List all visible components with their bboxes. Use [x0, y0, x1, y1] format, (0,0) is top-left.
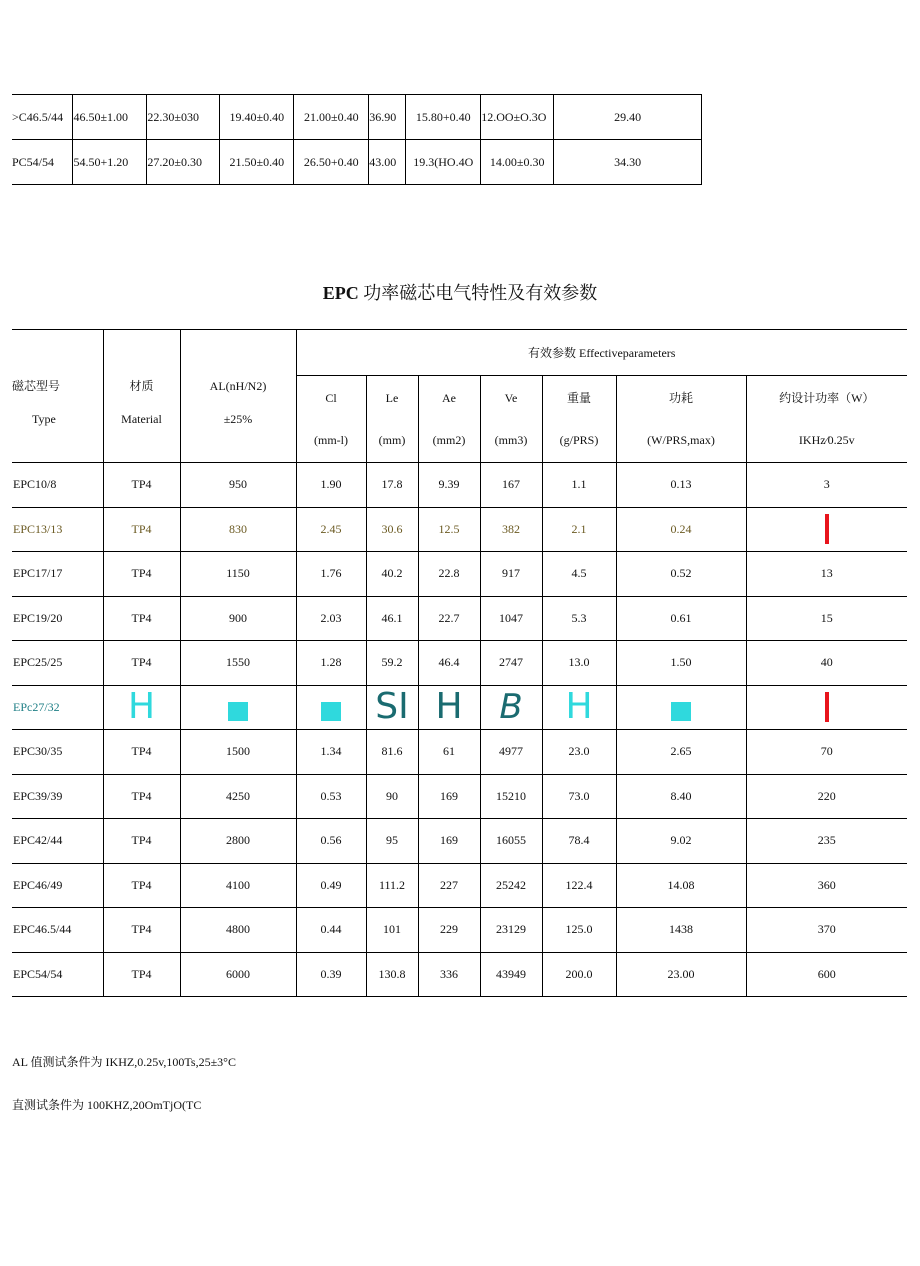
table-row: [12, 952, 907, 997]
table-cell: 0.52: [616, 552, 746, 597]
table-cell: 40.2: [366, 552, 418, 597]
table-cell: 46.1: [366, 596, 418, 641]
glyph-square: [321, 702, 341, 721]
table-cell: >C46.5/44: [12, 95, 73, 140]
table-cell: [103, 685, 180, 730]
table-cell: TP4: [103, 863, 180, 908]
table-cell: 1500: [180, 730, 296, 775]
table-cell: 23129: [480, 908, 542, 953]
table-row: [12, 552, 907, 597]
table-cell: 26.50+0.40: [294, 140, 369, 185]
header-material-zh: 材质: [129, 379, 154, 393]
table-cell: 2.1: [542, 507, 616, 552]
header-col-3: [480, 376, 542, 463]
header-col-unit: (mm-l): [314, 433, 348, 447]
table-cell: 227: [418, 863, 480, 908]
table-cell: 336: [418, 952, 480, 997]
table-cell: [180, 685, 296, 730]
table-row: [12, 730, 907, 775]
glyph-text: SI: [375, 686, 409, 728]
table-cell: 27.20±0.30: [147, 140, 220, 185]
header-col-unit: (W/PRS,max): [647, 433, 715, 447]
table-cell: EPC54/54: [12, 952, 103, 997]
glyph-square: [671, 702, 691, 721]
table-cell: 382: [480, 507, 542, 552]
table-cell: 2.03: [296, 596, 366, 641]
table-cell: 54.50+1.20: [73, 140, 147, 185]
table-cell: 15.80+0.40: [406, 95, 481, 140]
table-cell: 43949: [480, 952, 542, 997]
table-cell: 900: [180, 596, 296, 641]
table-cell: 1.50: [616, 641, 746, 686]
table-cell: 0.49: [296, 863, 366, 908]
header-al: [180, 330, 296, 463]
header-col-name: Ve: [504, 391, 518, 405]
header-type-en: Type: [32, 412, 56, 426]
table-cell: EPC42/44: [12, 819, 103, 864]
header-col-0: [296, 376, 366, 463]
table-cell: 1550: [180, 641, 296, 686]
table-cell: 1150: [180, 552, 296, 597]
table-cell: 15210: [480, 774, 542, 819]
table-cell: 12.OO±O.3O: [481, 95, 554, 140]
table-row: [12, 596, 907, 641]
header-col-unit: (g/PRS): [559, 433, 599, 447]
note-test-condition: 直测试条件为 100KHZ,20OmTjO(TC: [12, 1098, 202, 1112]
header-material: [103, 330, 180, 463]
table-cell: EPC39/39: [12, 774, 103, 819]
table-cell: [746, 507, 907, 552]
table-cell: [480, 685, 542, 730]
table-cell: 59.2: [366, 641, 418, 686]
table-row: [12, 95, 702, 140]
red-bar-mark: [825, 692, 829, 722]
table-cell: 73.0: [542, 774, 616, 819]
table-cell: TP4: [103, 507, 180, 552]
table-row: [12, 774, 907, 819]
table-row: [12, 641, 907, 686]
header-col-6: [746, 376, 907, 463]
table-cell: 6000: [180, 952, 296, 997]
table-cell: 14.00±0.30: [481, 140, 554, 185]
header-col-1: [366, 376, 418, 463]
table-cell: 4977: [480, 730, 542, 775]
table-cell: 0.53: [296, 774, 366, 819]
table-cell: 1.1: [542, 463, 616, 508]
table-cell: 229: [418, 908, 480, 953]
table-cell: EPC17/17: [12, 552, 103, 597]
header-col-name: Ae: [442, 391, 456, 405]
table-cell: 40: [746, 641, 907, 686]
table-cell: 90: [366, 774, 418, 819]
top-dimension-table: [12, 94, 702, 185]
table-row: [12, 140, 702, 185]
table-cell: 17.8: [366, 463, 418, 508]
table-cell: EPC46/49: [12, 863, 103, 908]
table-cell: 12.5: [418, 507, 480, 552]
table-cell: TP4: [103, 552, 180, 597]
table-cell: 125.0: [542, 908, 616, 953]
table-cell: EPC30/35: [12, 730, 103, 775]
table-cell: 0.13: [616, 463, 746, 508]
table-cell: 19.40±0.40: [220, 95, 294, 140]
header-col-2: [418, 376, 480, 463]
header-material-en: Material: [121, 412, 162, 426]
table-cell: [746, 685, 907, 730]
table-cell: 1438: [616, 908, 746, 953]
table-cell: TP4: [103, 463, 180, 508]
table-cell: TP4: [103, 596, 180, 641]
table-cell: 14.08: [616, 863, 746, 908]
table-cell: 4250: [180, 774, 296, 819]
epc-parameters-table: [12, 329, 907, 997]
table-cell: 8.40: [616, 774, 746, 819]
header-col-5: [616, 376, 746, 463]
table-cell: EPC19/20: [12, 596, 103, 641]
header-col-name: Le: [385, 391, 399, 405]
header-col-unit: IKHz∕0.25v: [798, 433, 855, 447]
table-cell: 13.0: [542, 641, 616, 686]
table-cell: 9.02: [616, 819, 746, 864]
table-cell: EPC13/13: [12, 507, 103, 552]
header-col-unit: (mm2): [432, 433, 466, 447]
table-cell: 0.24: [616, 507, 746, 552]
table-cell: 370: [746, 908, 907, 953]
header-col-name: 重量: [566, 391, 591, 405]
table-cell: 43.00: [369, 140, 406, 185]
table-cell: 21.50±0.40: [220, 140, 294, 185]
table-cell: 1047: [480, 596, 542, 641]
header-al-label: AL(nH/N2): [209, 379, 267, 393]
note-al-condition: AL 值测试条件为 IKHZ,0.25v,100Ts,25±3°C: [12, 1055, 236, 1069]
table-cell: 81.6: [366, 730, 418, 775]
table-cell: 2.65: [616, 730, 746, 775]
glyph-text: B: [499, 687, 523, 728]
header-col-4: [542, 376, 616, 463]
header-effective: 有效参数 Effectiveparameters: [296, 330, 907, 376]
table-cell: 22.8: [418, 552, 480, 597]
table-cell: TP4: [103, 641, 180, 686]
table-cell: TP4: [103, 819, 180, 864]
table-cell: 70: [746, 730, 907, 775]
table-cell: 16055: [480, 819, 542, 864]
table-cell: 21.00±0.40: [294, 95, 369, 140]
header-col-unit: (mm): [378, 433, 406, 447]
table-row: [12, 685, 907, 730]
table-cell: 19.3(HO.4O: [406, 140, 481, 185]
table-cell: 169: [418, 774, 480, 819]
table-cell: 1.76: [296, 552, 366, 597]
table-cell: 5.3: [542, 596, 616, 641]
table-cell: PC54/54: [12, 140, 73, 185]
table-cell: 360: [746, 863, 907, 908]
table-cell: 34.30: [554, 140, 702, 185]
table-row: [12, 819, 907, 864]
table-cell: 22.7: [418, 596, 480, 641]
table-cell: 0.44: [296, 908, 366, 953]
table-cell: [616, 685, 746, 730]
table-cell: TP4: [103, 952, 180, 997]
table-cell: 2747: [480, 641, 542, 686]
red-bar-mark: [825, 514, 829, 544]
table-cell: 0.56: [296, 819, 366, 864]
table-cell: 1.34: [296, 730, 366, 775]
title-rest: 功率磁芯电气特性及有效参数: [358, 283, 598, 303]
table-cell: [366, 685, 418, 730]
table-cell: 95: [366, 819, 418, 864]
table-cell: 9.39: [418, 463, 480, 508]
header-col-name: Cl: [325, 391, 337, 405]
table-cell: 917: [480, 552, 542, 597]
glyph-text: H: [565, 686, 593, 728]
table-cell: 46.4: [418, 641, 480, 686]
table-cell: [418, 685, 480, 730]
table-row: [12, 908, 907, 953]
header-col-name: 功耗: [668, 391, 693, 405]
table-cell: 200.0: [542, 952, 616, 997]
header-col-unit: (mm3): [494, 433, 528, 447]
table-cell: 30.6: [366, 507, 418, 552]
header-type: [12, 330, 103, 463]
header-col-name: 约设计功率（W）: [779, 391, 875, 405]
table-row: [12, 863, 907, 908]
table-cell: 220: [746, 774, 907, 819]
table-cell: 25242: [480, 863, 542, 908]
table-cell: 167: [480, 463, 542, 508]
table-cell: 101: [366, 908, 418, 953]
table-cell: TP4: [103, 730, 180, 775]
table-cell: EPC10/8: [12, 463, 103, 508]
table-cell: 0.61: [616, 596, 746, 641]
table-cell: 122.4: [542, 863, 616, 908]
table-cell: 830: [180, 507, 296, 552]
table-row: [12, 507, 907, 552]
table-cell: 950: [180, 463, 296, 508]
table-cell: 1.90: [296, 463, 366, 508]
table-cell: 29.40: [554, 95, 702, 140]
table-cell: TP4: [103, 908, 180, 953]
table-cell: 23.0: [542, 730, 616, 775]
table-cell: 78.4: [542, 819, 616, 864]
table-cell: TP4: [103, 774, 180, 819]
header-row: [12, 330, 907, 376]
page-title: [0, 279, 920, 305]
glyph-text: H: [127, 686, 156, 728]
header-al-tol: ±25%: [223, 412, 253, 426]
table-cell: [542, 685, 616, 730]
header-type-zh: 磁芯型号: [12, 379, 61, 393]
table-cell: [296, 685, 366, 730]
table-cell: 4100: [180, 863, 296, 908]
table-cell: EPC46.5/44: [12, 908, 103, 953]
glyph-text: H: [435, 686, 463, 728]
table-cell: 1.28: [296, 641, 366, 686]
table-cell: EPC25/25: [12, 641, 103, 686]
table-cell: 3: [746, 463, 907, 508]
table-cell: 600: [746, 952, 907, 997]
table-cell: 169: [418, 819, 480, 864]
table-cell: 36.90: [369, 95, 406, 140]
table-cell: 2.45: [296, 507, 366, 552]
table-cell: 111.2: [366, 863, 418, 908]
table-cell: 0.39: [296, 952, 366, 997]
glyph-square: [228, 702, 248, 721]
title-bold: EPC: [322, 283, 359, 303]
table-cell: 23.00: [616, 952, 746, 997]
table-row: [12, 463, 907, 508]
table-cell: 130.8: [366, 952, 418, 997]
table-cell: 22.30±030: [147, 95, 220, 140]
table-cell: 4.5: [542, 552, 616, 597]
table-cell: 61: [418, 730, 480, 775]
table-cell: EPc27/32: [12, 685, 103, 730]
table-cell: 13: [746, 552, 907, 597]
table-cell: 15: [746, 596, 907, 641]
table-cell: 235: [746, 819, 907, 864]
table-cell: 46.50±1.00: [73, 95, 147, 140]
table-cell: 4800: [180, 908, 296, 953]
table-cell: 2800: [180, 819, 296, 864]
